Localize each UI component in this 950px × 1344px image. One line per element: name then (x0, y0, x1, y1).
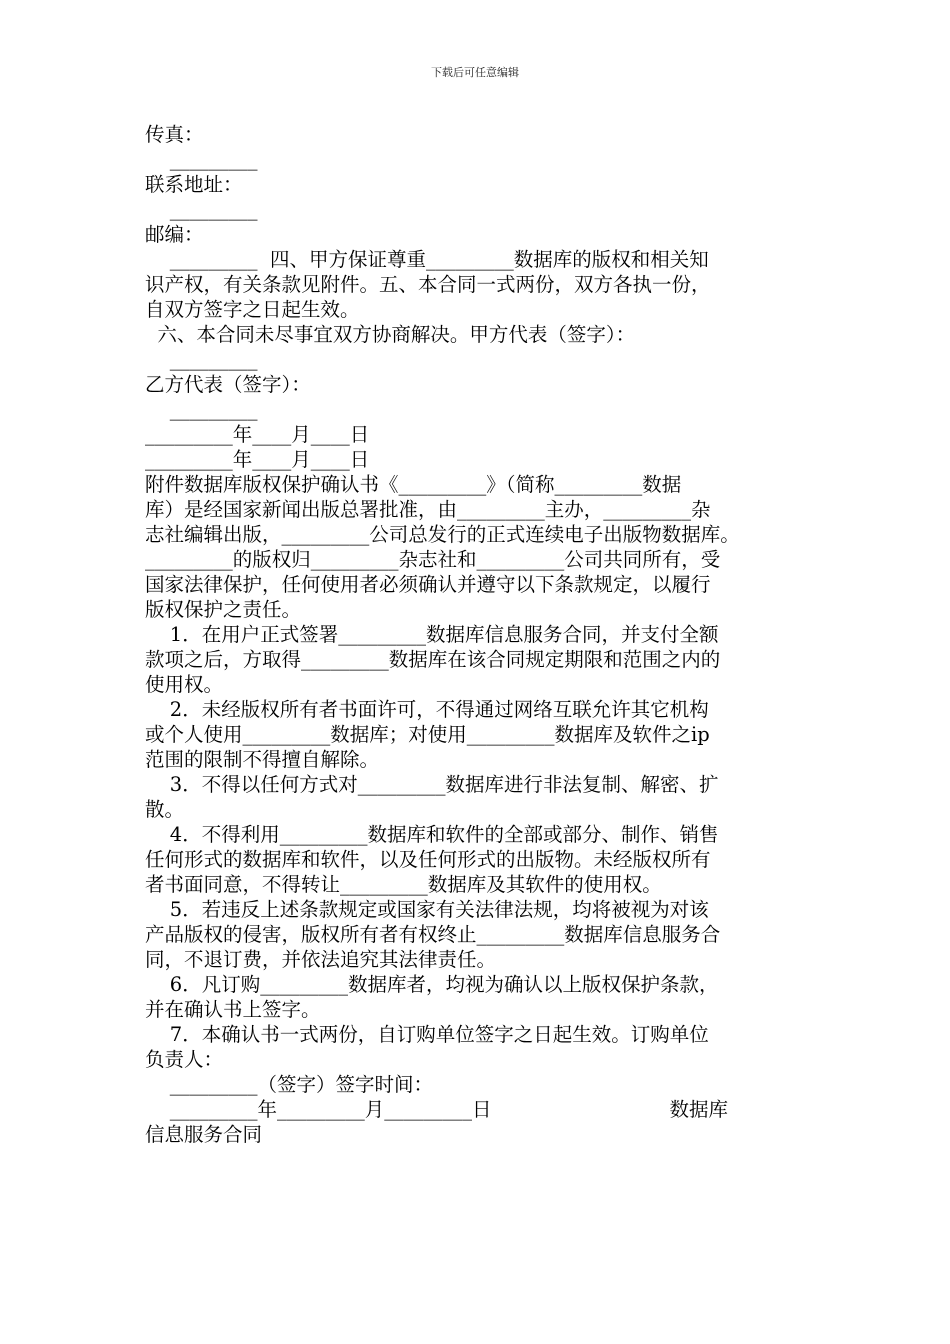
text-line: 志社编辑出版，_________公司总发行的正式连续电子出版物数据库。 (145, 523, 740, 546)
text-line: 2．未经版权所有者书面许可，不得通过网络互联允许其它机构 (145, 698, 709, 721)
text-line: 乙方代表（签字）： (145, 373, 311, 396)
text-line: 任何形式的数据库和软件，以及任何形式的出版物。未经版权所有 (145, 848, 711, 871)
text-line: 库）是经国家新闻出版总署批准，由_________主办，_________杂 (145, 498, 711, 521)
text-line: _________ (145, 148, 258, 171)
text-line: _________ (145, 198, 258, 221)
text-line: _________（签字）签字时间： (145, 1073, 434, 1096)
text-line: 邮编： (145, 223, 204, 246)
text-line: 传真： (145, 123, 204, 146)
text-line: 6．凡订购_________数据库者，均视为确认以上版权保护条款， (145, 973, 719, 996)
text-line: _________年____月____日 (145, 423, 370, 446)
text-line: 附件数据库版权保护确认书《_________》（简称_________数据 (145, 473, 682, 496)
date-line (145, 1097, 805, 1122)
text-line: 产品版权的侵害，版权所有者有权终止_________数据库信息服务合 (145, 923, 721, 946)
text-line: 款项之后，方取得_________数据库在该合同规定期限和范围之内的 (145, 648, 721, 671)
page-header: 下载后可任意编辑 (431, 66, 519, 79)
text-line: 自双方签字之日起生效。 (145, 298, 360, 321)
text-line: 负责人： (145, 1048, 224, 1071)
text-line: _________的版权归_________杂志社和_________公司共同所有，受 (145, 548, 721, 571)
text-line: 版权保护之责任。 (145, 598, 302, 621)
text-line: _________ 四、甲方保证尊重_________数据库的版权和相关知 (145, 248, 709, 271)
text-line: 3．不得以任何方式对_________数据库进行非法复制、解密、扩 (145, 773, 719, 796)
text-line: 信息服务合同 (145, 1123, 263, 1146)
text-line: 散。 (145, 798, 185, 821)
text-line: 使用权。 (145, 673, 224, 696)
text-line: 并在确认书上签字。 (145, 998, 321, 1021)
text-line: _________ (145, 348, 258, 371)
date-line-trailing: 数据库 (669, 1098, 729, 1121)
text-line: 者书面同意，不得转让_________数据库及其软件的使用权。 (145, 873, 662, 896)
text-line: 联系地址： (145, 173, 243, 196)
text-line: 范围的限制不得擅自解除。 (145, 748, 380, 771)
text-line: 4．不得利用_________数据库和软件的全部或部分、制作、销售 (145, 823, 719, 846)
text-line: 7．本确认书一式两份，自订购单位签字之日起生效。订购单位 (145, 1023, 709, 1046)
text-line: 识产权，有关条款见附件。五、本合同一式两份，双方各执一份， (145, 273, 711, 296)
text-line: 1．在用户正式签署_________数据库信息服务合同，并支付全额 (145, 623, 719, 646)
text-line: 或个人使用_________数据库；对使用_________数据库及软件之ip (145, 723, 710, 746)
document-body (145, 122, 805, 1147)
text-line: 国家法律保护，任何使用者必须确认并遵守以下条款规定，以履行 (145, 573, 711, 596)
text-line: 六、本合同未尽事宜双方协商解决。甲方代表（签字）： (145, 323, 636, 346)
text-line: 同，不退订费，并依法追究其法律责任。 (145, 948, 497, 971)
text-line: 5．若违反上述条款规定或国家有关法律法规，均将被视为对该 (145, 898, 709, 921)
text-line: _________ (145, 398, 258, 421)
text-line: _________年____月____日 (145, 448, 370, 471)
date-line-text: _________年_________月_________日 (145, 1098, 492, 1121)
